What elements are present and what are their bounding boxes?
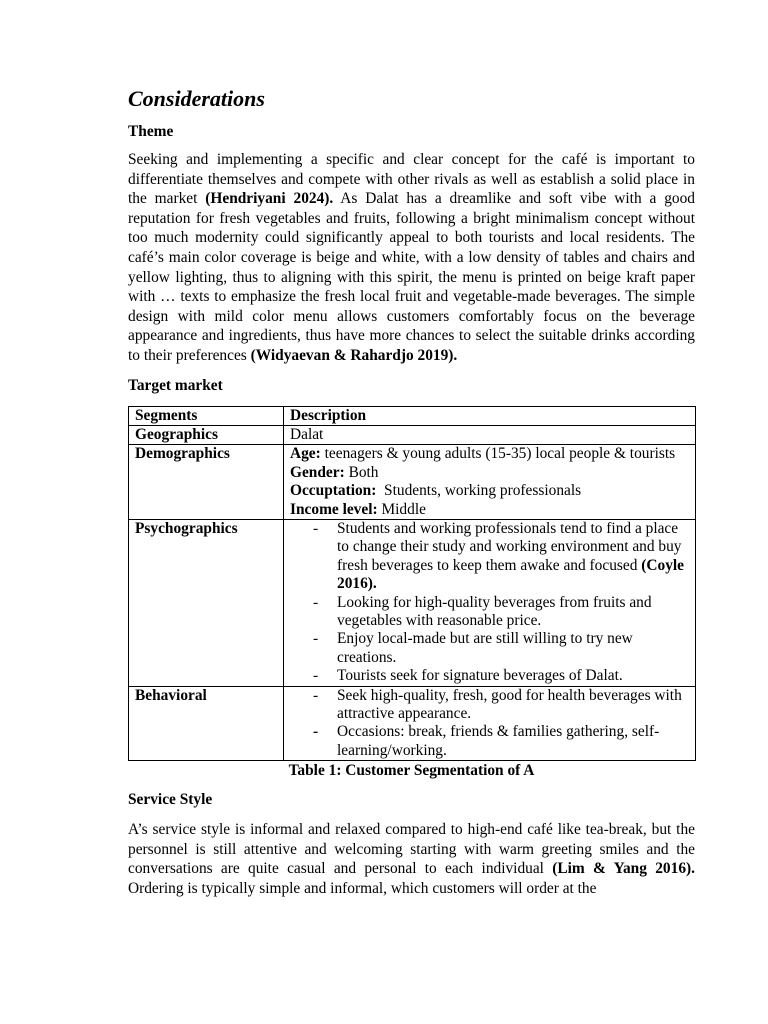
age-value: teenagers & young adults (15-35) local people & tourists <box>320 445 676 463</box>
service-style-paragraph <box>128 820 703 898</box>
psychographics-list <box>290 520 689 686</box>
citation-coyle: (Coyle 2016). <box>337 556 685 593</box>
gender-label: Gender: <box>290 463 345 481</box>
segment-behavioral: Behavioral <box>129 686 284 761</box>
theme-text-2: As Dalat has a dreamlike and soft vibe with a good reputation for fresh vegetables and fruits, following a bright minimalism concept without too much modernity could significantly appeal to both tourists and local residents. The café’s main color coverage is beige and white, with a low density of tables and chairs and yellow lighting, thus to aligning with this spirit, the menu is printed on beige kraft paper with … texts to emphasize the fresh local fruit and vegetable-made beverages. The simple design with mild color menu allows customers comfortably focus on the beverage appearance and ingredients, thus have more chances to select the suitable drinks according to their preferences <box>128 190 695 364</box>
header-description: Description <box>284 406 696 425</box>
document-page <box>128 84 703 899</box>
demo-income <box>290 501 689 519</box>
table-header-row <box>129 406 696 425</box>
age-label: Age: <box>290 445 321 463</box>
psycho-item-1-text: Students and working professionals tend to find a place to change their study and working environment and buy fresh beverages to keep them awake and focused <box>337 519 682 574</box>
demographics-description <box>284 445 696 520</box>
list-item: - Occasions: break, friends & families gathering, self-learning/working. <box>330 723 689 760</box>
list-item: - Enjoy local-made but are still willing to try new creations. <box>330 630 689 667</box>
demo-gender <box>290 464 689 482</box>
table-caption: Table 1: Customer Segmentation of A <box>288 762 535 780</box>
demo-age <box>290 445 689 463</box>
citation-lim-yang: (Lim & Yang 2016). <box>552 860 695 878</box>
demo-occupation <box>290 482 689 500</box>
service-text-1: A’s service style is informal and relaxed compared to high-end café like tea-break, but the personnel is still attentive and welcoming starting with warm greeting smiles and the conversations are quite casual and personal to each individual <box>128 821 695 878</box>
list-item: - Tourists seek for signature beverages of Dalat. <box>330 667 689 685</box>
occupation-value: Students, working professionals <box>376 482 582 500</box>
segmentation-table <box>128 406 696 762</box>
table-row-behavioral <box>129 686 696 761</box>
gender-value: Both <box>344 463 379 481</box>
table-row-psychographics <box>129 519 696 686</box>
list-item: - Looking for high-quality beverages from fruits and vegetables with reasonable price. <box>330 594 689 631</box>
theme-paragraph <box>128 150 695 366</box>
target-market-heading: Target market <box>128 376 223 394</box>
theme-heading: Theme <box>128 123 174 140</box>
income-label: Income level: <box>290 500 378 518</box>
income-value: Middle <box>377 500 426 518</box>
segment-geographics: Geographics <box>129 425 284 444</box>
behavioral-description <box>284 686 696 761</box>
citation-hendriyani: (Hendriyani 2024). <box>205 190 334 208</box>
occupation-label: Occuptation: <box>290 482 377 500</box>
citation-widyaevan: (Widyaevan & Rahardjo 2019). <box>250 346 458 364</box>
geographics-value: Dalat <box>284 425 696 444</box>
psychographics-description <box>284 519 696 686</box>
service-style-heading: Service Style <box>128 791 213 809</box>
table-row-geographics <box>129 425 696 444</box>
segment-demographics: Demographics <box>129 445 284 520</box>
header-segments: Segments <box>129 406 284 425</box>
theme-text-1: Seeking and implementing a specific and clear concept for the café is important to differentiate themselves and compete with other rivals as well as establish a solid place in the market <box>128 151 695 208</box>
page-heading: Considerations <box>128 86 265 111</box>
segment-psychographics: Psychographics <box>129 519 284 686</box>
list-item <box>330 520 689 594</box>
service-text-2: Ordering is typically simple and informal, which customers will order at the <box>128 860 703 898</box>
table-row-demographics <box>129 445 696 520</box>
behavioral-list <box>290 687 689 761</box>
list-item: - Seek high-quality, fresh, good for health beverages with attractive appearance. <box>330 687 689 724</box>
